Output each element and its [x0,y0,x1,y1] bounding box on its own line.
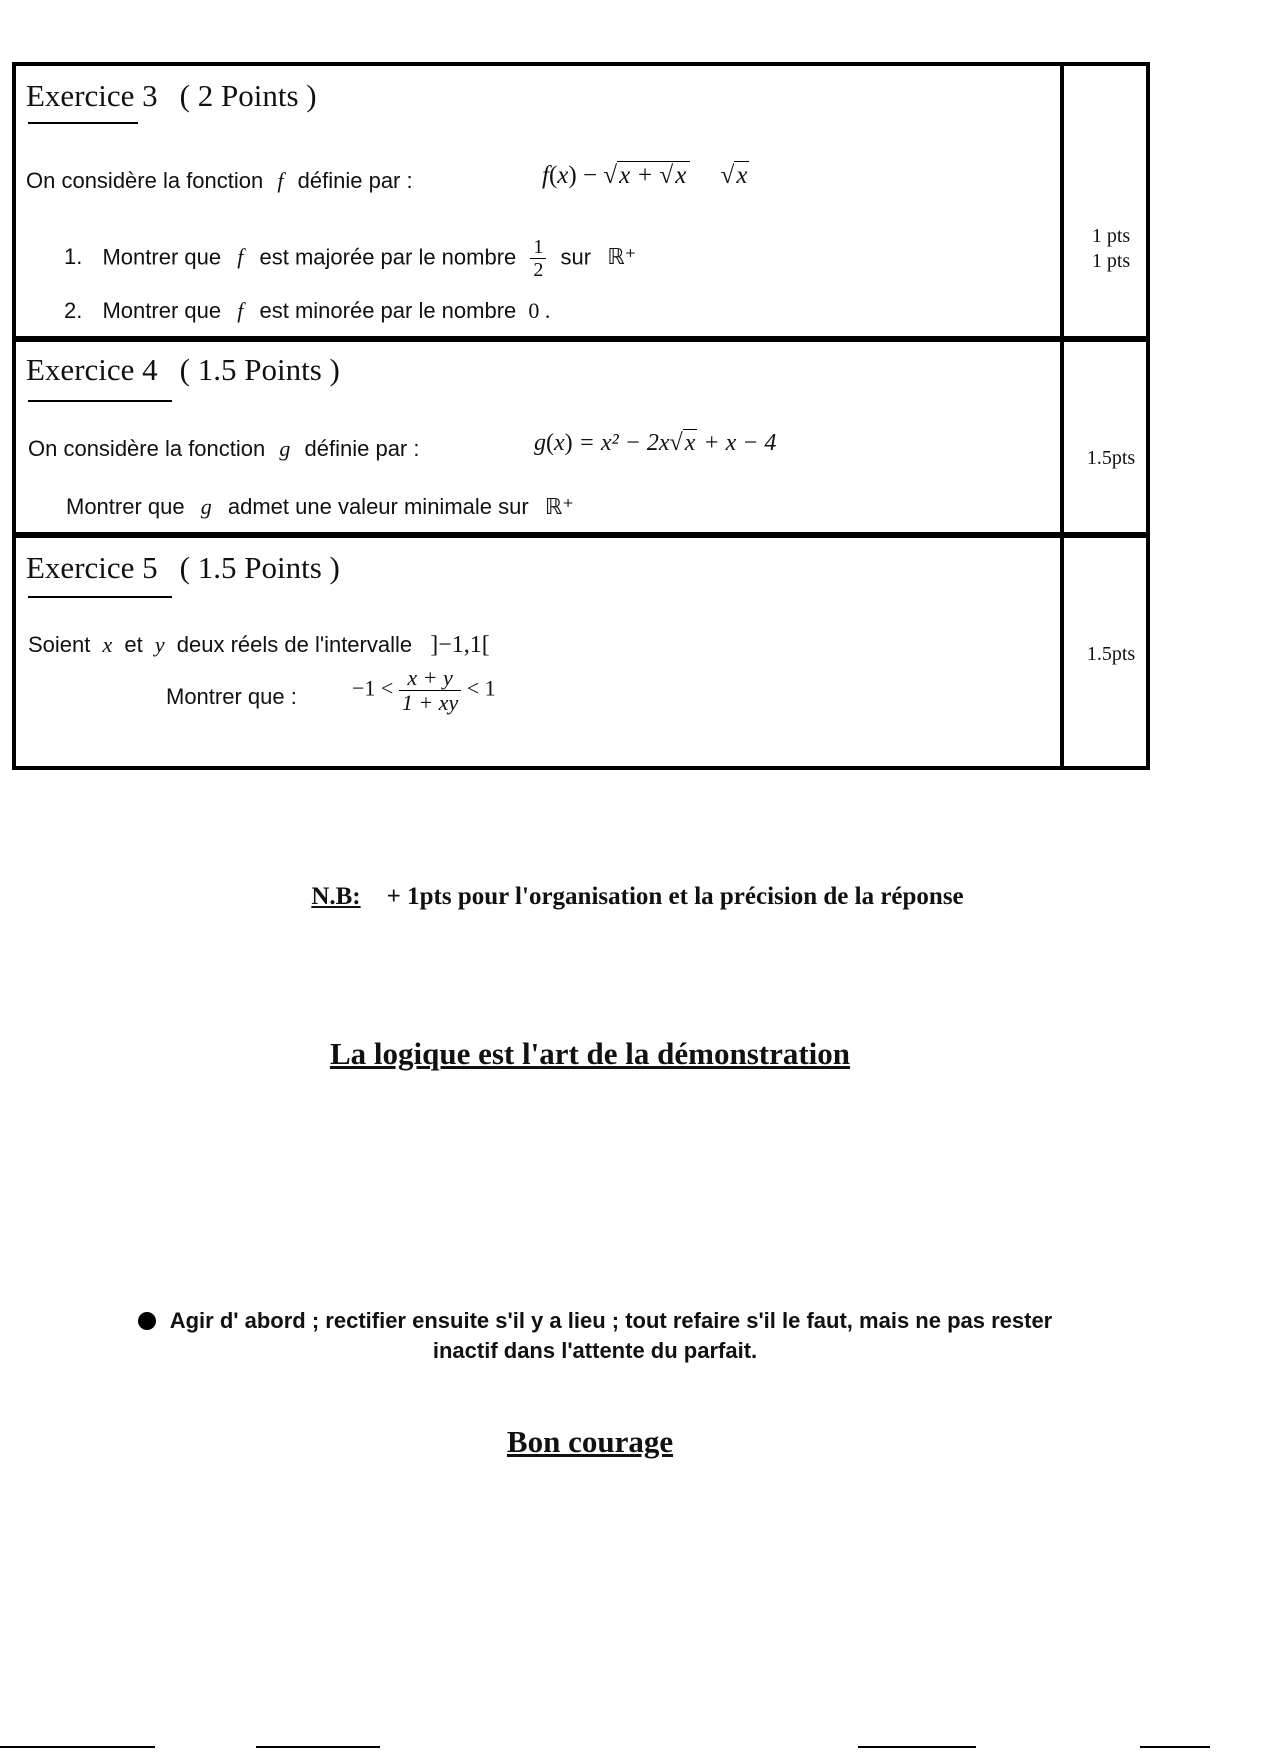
exercise-3-intro [26,168,413,194]
question-text: est minorée par le nombre [259,298,517,323]
closing-text: Bon courage [506,1424,674,1459]
exercise-3-formula: f(x) − √x + √x √x [542,162,748,189]
exercise-points-label: ( 1.5 Points ) [179,352,340,387]
exercise-4-box [12,338,1150,536]
exercise-3-points [1076,224,1146,274]
points-value: 1.5pts [1086,643,1136,665]
formula-operator: − [582,162,598,189]
exercise-4-title [26,352,340,388]
footer-line [858,1746,976,1748]
exercise-5-intro [28,632,490,659]
exercise-5-points [1076,642,1146,667]
footer-line [0,1746,155,1748]
exercise-title-text: Exercice 5 [26,550,158,585]
quote-line-1: Agir d' abord ; rectifier ensuite s'il y a lieu ; tout refaire s'il le faut, mais ne pas rester [169,1308,1053,1333]
exercise-4-intro [28,436,419,462]
exercise-title-text: Exercice 4 [26,352,158,387]
formula-lhs: g [534,430,546,456]
fraction-denominator: 2 [533,259,544,281]
exercise-5-title [26,550,340,586]
set-symbol: ℝ⁺ [544,494,574,519]
function-name: f [237,244,244,270]
nb-text: + 1pts pour l'organisation et la précision de la réponse [386,883,964,910]
question-text: Montrer que [102,298,222,323]
intro-text: Soient [28,632,91,657]
fraction-one-half [530,236,546,281]
fraction [399,666,461,715]
title-underline [28,400,172,402]
points-value: 1.5pts [1086,447,1136,469]
exercise-5-formula [352,666,496,715]
function-name: g [200,494,212,519]
question-text: admet une valeur minimale sur [227,494,529,519]
set-symbol: ℝ⁺ [607,244,637,270]
bound-value: 0 . [528,298,551,323]
nb-label: N.B: [311,883,361,910]
title-underline [28,596,172,598]
exercise-points-label: ( 1.5 Points ) [179,550,340,585]
footer-line [256,1746,380,1748]
exercise-5-question [166,684,297,710]
inequality-right: < 1 [466,675,496,701]
intro-text: On considère la fonction [26,168,264,193]
exercise-3-box [12,62,1150,340]
intro-text: deux réels de l'intervalle [176,632,413,657]
intro-end-text: définie par : [297,168,413,193]
fraction-denominator: 1 + xy [401,690,459,716]
intro-end-text: définie par : [304,436,420,461]
formula-radicand: x [684,430,696,456]
formula-rhs: = x² − 2x [578,430,670,456]
question-number: 2. [64,298,83,323]
formula-radicand-a: x + [619,162,654,189]
points-column-divider [1060,338,1064,536]
question-text: est majorée par le nombre [259,244,517,270]
formula-radicand-c: x [736,162,748,189]
quote [70,1306,1120,1366]
question-text: Montrer que : [166,684,297,709]
exercise-3-question-1 [64,236,636,281]
intro-text: On considère la fonction [28,436,266,461]
points-column-divider [1060,62,1064,340]
exercise-4-question [66,494,574,520]
formula-rhs: + x − 4 [703,430,777,456]
exercise-3-question-2 [64,298,550,324]
intro-text: et [124,632,143,657]
quote-line-2: inactif dans l'attente du parfait. [432,1338,758,1363]
question-text: Montrer que [102,244,222,270]
exercise-3-title [26,78,317,114]
exercise-title-text: Exercice 3 [26,78,158,113]
title-underline [28,122,138,124]
function-name: f [277,168,284,193]
function-name: f [237,298,244,323]
exercise-points-label: ( 2 Points ) [179,78,317,113]
motto: La logique est l'art de la démonstration [329,1036,851,1071]
question-text: sur [560,244,592,270]
exercise-5-box [12,534,1150,770]
interval: ]−1,1[ [430,632,490,658]
formula-radicand-b: x [675,162,687,189]
exercise-4-points [1076,446,1146,471]
fraction-numerator: x + y [399,666,461,691]
question-text: Montrer que [66,494,185,519]
points-value: 1 pts [1091,250,1131,272]
footer-line [1140,1746,1210,1748]
fraction-numerator: 1 [530,236,546,259]
variable-x: x [102,632,113,657]
points-column-divider [1060,534,1064,770]
formula-var: x [557,162,569,189]
function-name: g [279,436,291,461]
points-value: 1 pts [1091,225,1131,247]
variable-y: y [154,632,165,657]
formula-var: x [554,430,565,456]
nb-note [0,883,1275,911]
exercise-4-formula: g(x) = x² − 2x√x + x − 4 [534,430,777,456]
inequality-left: −1 < [352,675,394,701]
formula-lhs: f [542,162,549,189]
question-number: 1. [64,244,83,270]
smiley-icon [138,1312,156,1330]
